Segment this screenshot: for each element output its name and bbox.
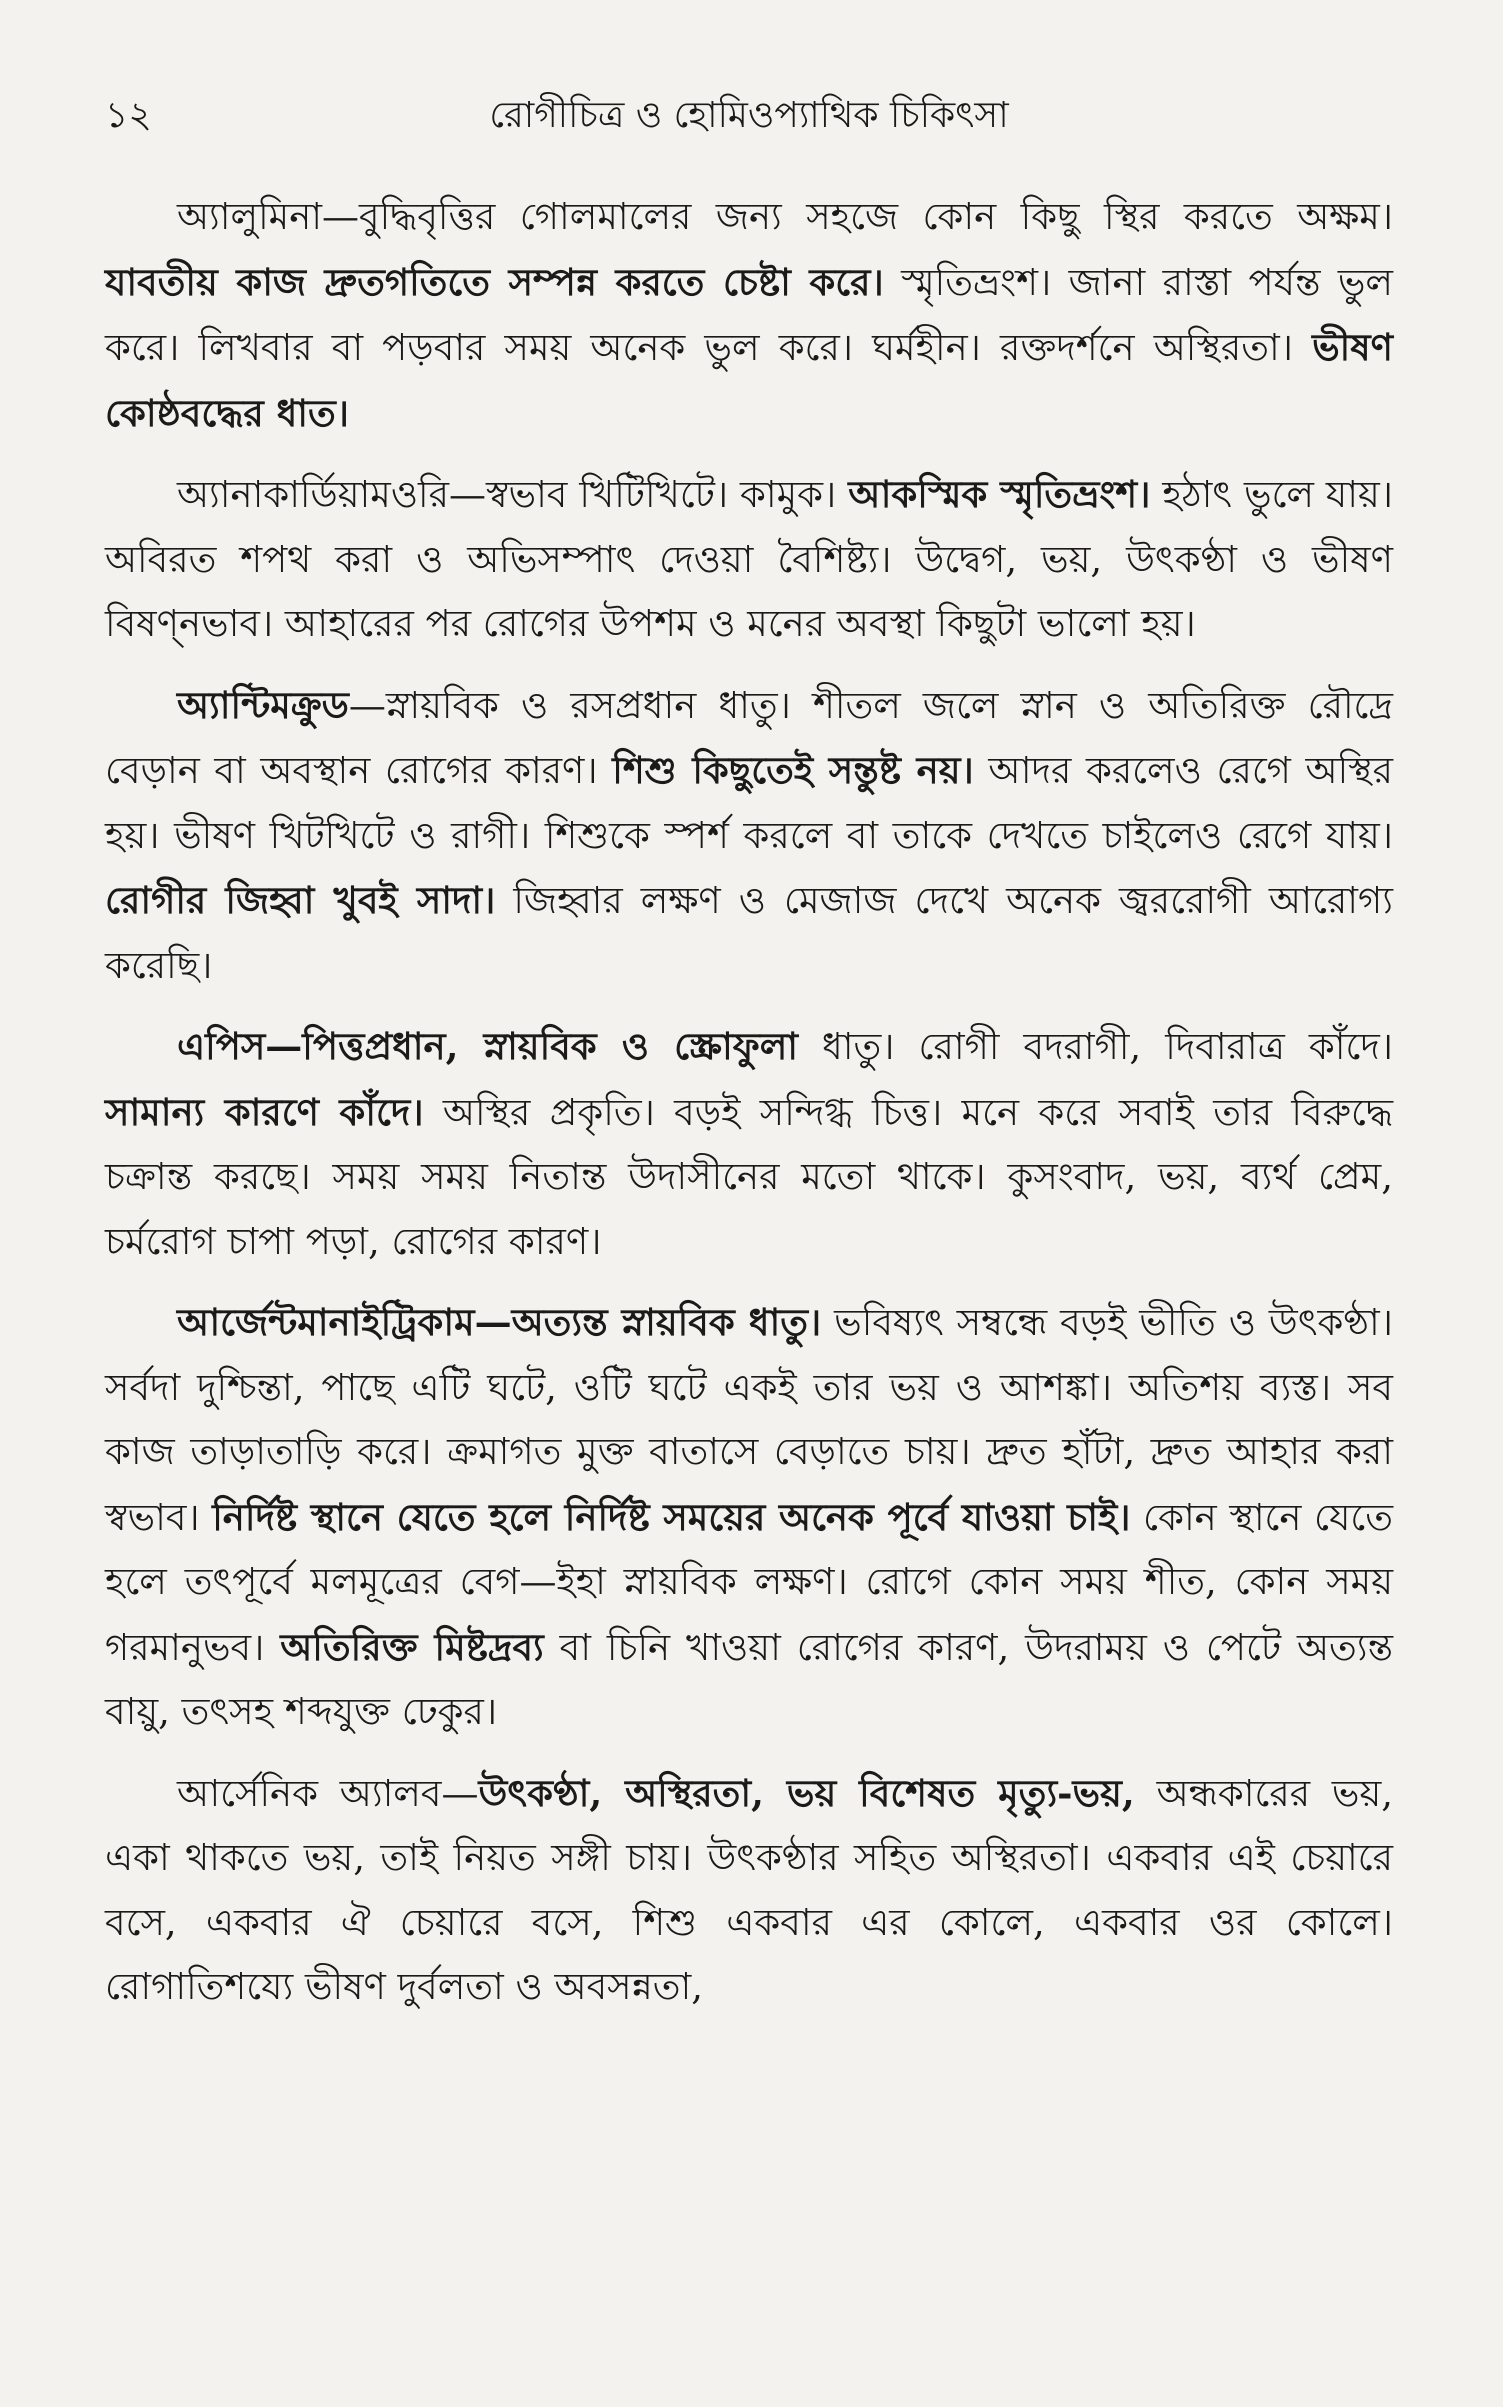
page-number: ১২ — [105, 95, 152, 136]
entry-arsenicum-album — [105, 1761, 1393, 2020]
text-segment: কোন স্থানে যেতে হলে তৎপূর্বে মলমূত্রের বেগ—ইহা স্নায়বিক লক্ষণ। রোগে কোন সময় শীত, কোন সময় গরমানুভব। — [105, 1495, 1394, 1669]
bold-segment: ভীষণ কোষ্ঠবদ্ধের ধাত। — [105, 325, 1393, 435]
running-title: রোগীচিত্র ও হোমিওপ্যাথিক চিকিৎসা — [489, 95, 1009, 136]
page-header — [105, 85, 1393, 147]
bold-segment: নির্দিষ্ট স্থানে যেতে হলে নির্দিষ্ট সময়ের অনেক পূর্বে যাওয়া চাই। — [212, 1494, 1131, 1539]
bold-segment: রোগীর জিহ্বা খুবই সাদা। — [105, 878, 496, 922]
bold-segment: আর্জেন্টমানাইট্রিকাম—অত্যন্ত স্নায়বিক ধাতু। — [177, 1300, 822, 1344]
text-segment: ভবিষ্যৎ সম্বন্ধে বড়ই ভীতি ও উৎকণ্ঠা। সর্বদা দুশ্চিন্তা, পাছে এটি ঘটে, ওটি ঘটে একই তার ভয় ও আশঙ্কা। অতিশয় ব্যস্ত। সব কাজ তাড়াতাড়ি করে। ক্রমাগত মুক্ত বাতাসে বেড়াতে চায়। দ্রুত হাঁটা, দ্রুত আহার করা স্বভাব। — [105, 1301, 1393, 1539]
text-segment: —স্নায়বিক ও রসপ্রধান ধাতু। শীতল জলে স্নান ও অতিরিক্ত রৌদ্রে বেড়ান বা অবস্থান রোগের কারণ। — [105, 683, 1393, 792]
bold-segment: শিশু কিছুতেই সন্তুষ্ট নয়। — [612, 748, 974, 792]
text-segment: আদর করলেও রেগে অস্থির হয়। ভীষণ খিটখিটে ও রাগী। শিশুকে স্পর্শ করলে বা তাকে দেখতে চাইলেও রেগে যায়। — [105, 749, 1394, 857]
text-segment: অস্থির প্রকৃতি। বড়ই সন্দিগ্ধ চিত্ত। মনে করে সবাই তার বিরুদ্ধে চক্রান্ত করছে। সময় সময় নিতান্ত উদাসীনের মতো থাকে। কুসংবাদ, ভয়, ব্যর্থ প্রেম, চর্মরোগ চাপা পড়া, রোগের কারণ। — [105, 1090, 1393, 1263]
text-segment: আর্সেনিক অ্যালব— — [177, 1771, 479, 1815]
entry-antim-crud — [105, 673, 1393, 999]
text-segment: অ্যানাকার্ডিয়ামওরি—স্বভাব খিটিখিটে। কামুক। — [177, 473, 849, 516]
bold-segment: যাবতীয় কাজ দ্রুতগতিতে সম্পন্ন করতে চেষ্টা করে। — [105, 259, 884, 304]
bold-segment: আকস্মিক স্মৃতিভ্রংশ। — [848, 472, 1151, 516]
text-segment: স্মৃতিভ্রংশ। জানা রাস্তা পর্যন্ত ভুল করে। লিখবার বা পড়বার সময় অনেক ভুল করে। ঘর্মহীন। রক্তদর্শনে অস্থিরতা। — [105, 260, 1393, 369]
entry-apis — [105, 1014, 1393, 1274]
entry-alumina — [105, 185, 1393, 446]
entry-argentum-nitricum — [105, 1290, 1393, 1745]
bold-segment: সামান্য কারণে কাঁদে। — [105, 1089, 424, 1134]
bold-segment: অতিরিক্ত মিষ্টদ্রব্য — [280, 1624, 544, 1669]
text-segment: অন্ধকারের ভয়, একা থাকতে ভয়, তাই নিয়ত সঙ্গী চায়। উৎকণ্ঠার সহিত অস্থিরতা। একবার এই চেয়ারে বসে, একবার ঐ চেয়ারে বসে, শিশু একবার এর কোলে, একবার ওর কোলে। রোগাতিশয্যে ভীষণ দুর্বলতা ও অবসন্নতা, — [105, 1771, 1394, 2008]
bold-segment: উৎকণ্ঠা, অস্থিরতা, ভয় বিশেষত মৃত্যু-ভয়, — [478, 1770, 1135, 1815]
entry-anacardium — [105, 462, 1393, 657]
bold-segment: এপিস—পিত্তপ্রধান, স্নায়বিক ও স্ক্রোফুলা — [177, 1024, 799, 1068]
text-segment: ধাতু। রোগী বদরাগী, দিবারাত্র কাঁদে। — [798, 1025, 1393, 1068]
body-text — [105, 185, 1393, 2020]
text-segment: জিহ্বার লক্ষণ ও মেজাজ দেখে অনেক জ্বররোগী আরোগ্য করেছি। — [105, 879, 1393, 987]
bold-segment: অ্যান্টিমক্রুড — [177, 682, 349, 727]
text-segment: বা চিনি খাওয়া রোগের কারণ, উদরাময় ও পেটে অত্যন্ত বায়ু, তৎসহ শব্দযুক্ত ঢেকুর। — [105, 1625, 1393, 1733]
text-segment: হঠাৎ ভুলে যায়। অবিরত শপথ করা ও অভিসম্পাৎ দেওয়া বৈশিষ্ট্য। উদ্বেগ, ভয়, উৎকণ্ঠা ও ভীষণ বিষণ্নভাব। আহারের পর রোগের উপশম ও মনের অবস্থা কিছুটা ভালো হয়। — [105, 473, 1393, 645]
text-segment: অ্যালুমিনা—বুদ্ধিবৃত্তির গোলমালের জন্য সহজে কোন কিছু স্থির করতে অক্ষম। — [177, 195, 1393, 238]
